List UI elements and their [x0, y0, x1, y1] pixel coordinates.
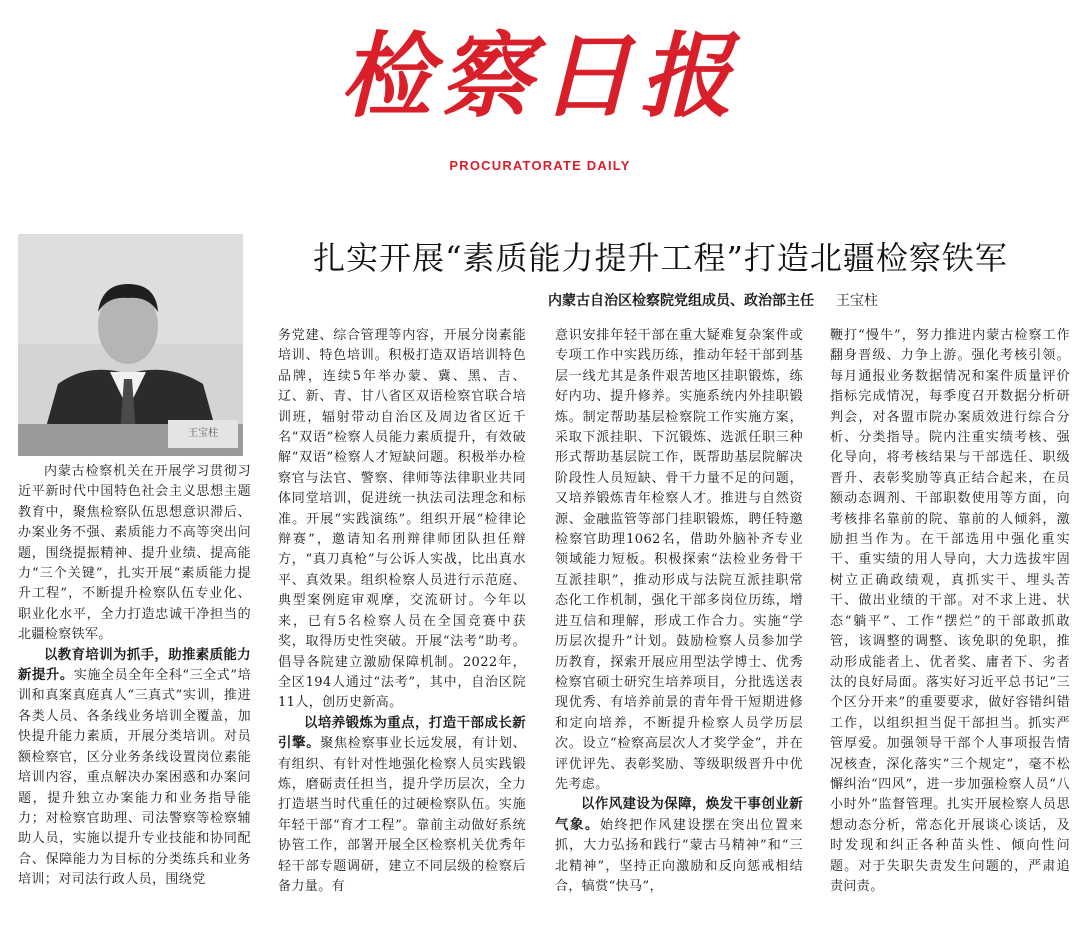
paragraph [555, 795, 803, 897]
section-heading: 以作风建设为保障，焕发干事创业新气象。 [555, 797, 803, 833]
paragraph: 务党建、综合管理等内容，开展分岗素能培训、特色培训。积极打造双语培训特色品牌，连续5年举办蒙、冀、黑、吉、辽、新、青、甘八省区双语检察官联合培训班，辐射带动自治区及周边省区近千名“双语”检察人员能力素质提升，有效破解“双语”检察人才短缺问题。积极举办检察官与法官、警察、律师等法律职业共同体同堂培训，促进统一执法司法理念和标准。开展“实践演练”。组织开展“检律论辩赛”，邀请知名刑辩律师团队担任辩方，“真刀真枪”与公诉人实战，比出真水平、真效果。组织检察人员进行示范庭、典型案例庭审观摩，交流研讨。今年以来，已有5名检察人员在全国竞赛中获奖，取得历史性突破。开展“法考”助考。倡导各院建立激励保障机制。2022年，全区194人通过“法考”，其中，自治区院11人，创历史新高。 [278, 328, 526, 711]
paragraph-text: 聚焦检察事业长远发展，有计划、有组织、有针对性地强化检察人员实践锻炼，磨砺责任担当，提升学历层次，全力打造堪当时代重任的过硬检察队伍。实施年轻干部“育才工程”。靠前主动做好系统协管工作，部署开展全区检察机关优秀年轻干部专题调研，建立不同层级的检察后备力量。有 [278, 736, 526, 894]
column-3 [555, 326, 803, 926]
nameplate: 王宝柱 [168, 420, 238, 448]
byline-name: 王宝柱 [836, 293, 878, 309]
byline-org: 内蒙古自治区检察院党组成员、政治部主任 [548, 293, 814, 309]
paragraph-text: 始终把作风建设摆在突出位置来抓，大力弘扬和践行“蒙古马精神”和“三北精神”，坚持正向激励和反向惩戒相结合，犒赏“快马”， [555, 817, 803, 894]
masthead [0, 22, 1080, 173]
masthead-title: 检察日报 [339, 22, 740, 130]
paragraph: 鞭打“慢牛”，努力推进内蒙古检察工作翻身晋级、力争上游。强化考核引领。每月通报业务数据情况和案件质量评价指标完成情况，每季度召开数据分析研判会，对各盟市院办案质效进行综合分析、分类指导。院内注重实绩考核、强化导向，将考核结果与干部选任、职级晋升、表彰奖励等真正结合起来，在员额动态调剂、干部职数使用等方面，向考核排名靠前的院、靠前的人倾斜，激励担当作为。在干部选用中强化重实干、重实绩的用人导向，大力选拔牢固树立正确政绩观，真抓实干、埋头苦干、做出业绩的干部。对不求上进、状态“躺平”、工作“摆烂”的干部敢抓敢管，该调整的调整、该免职的免职，推动形成能者上、优者奖、庸者下、劣者汰的良好局面。落实好习近平总书记“三个区分开来”的重要要求，做好容错纠错工作，以组织担当促干部担当。抓实严管厚爱。加强领导干部个人事项报告情况核查，深化落实“三个规定”，毫不松懈纠治“四风”，进一步加强检察人员“八小时外”监督管理。扎实开展检察人员思想动态分析，常态化开展谈心谈话，及时发现和纠正各种苗头性、倾向性问题。对于失职失责发生问题的，严肃追责问责。 [830, 328, 1070, 894]
byline [258, 290, 878, 310]
section-heading: 以培养锻炼为重点，打造干部成长新引擎。 [278, 715, 526, 752]
column-4 [830, 326, 1070, 926]
paragraph-text: 实施全员全年全科“三全式”培训和真案真庭真人“三真式”实训，推进各类人员、各条线业务培训全覆盖，加快提升能力素质，开展分类培训。对员额检察官，区分业务条线设置岗位素能培训内容，重点解决办案困惑和办案问题，提升独立办案能力和业务指导能力；对检察官助理、司法警察等检察辅助人员，实施以提升专业技能和协同配合、保障能力为目标的分类练兵和业务培训；对司法行政人员，围绕党 [18, 668, 251, 888]
masthead-subtitle: PROCURATORATE DAILY [449, 158, 631, 173]
paragraph: 内蒙古检察机关在开展学习贯彻习近平新时代中国特色社会主义思想主题教育中，聚焦检察队伍思想意识滞后、办案业务不强、素质能力不高等突出问题，围绕提振精神、提升业绩、提高能力“三个关键”，扎实开展“素质能力提升工程”，不断提升检察队伍专业化、职业化水平，全力打造忠诚干净担当的北疆检察铁军。 [18, 464, 251, 643]
article-headline: 扎实开展“素质能力提升工程”打造北疆检察铁军 [313, 239, 1008, 277]
paragraph [278, 714, 526, 898]
column-1 [18, 462, 251, 927]
paragraph: 意识安排年轻干部在重大疑难复杂案件或专项工作中实践历练，推动年轻干部到基层一线尤其是条件艰苦地区挂职锻炼，练好内功、提升修养。实施系统内外挂职锻炼。制定帮助基层检察院工作实施方案，采取下派挂职、下沉锻炼、选派任职三种形式帮助基层院工作，既帮助基层院解决阶段性人员短缺、骨干力量不足的问题，又培养锻炼青年检察人才。推进与自然资源、金融监管等部门挂职锻炼，聘任特邀检察官助理1062名，借助外脑补齐专业领域能力短板。积极探索“法检业务骨干互派挂职”，推动形成与法院互派挂职常态化工作机制，强化干部多岗位历练，增进互信和理解，形成工作合力。实施“学历层次提升”计划。鼓励检察人员参加学历教育，探索开展应用型法学博士、优秀检察官硕士研究生培养项目，分批选送表现优秀、有培养前景的青年骨干短期进修和定向培养，不断提升检察人员学历层次。设立“检察高层次人才奖学金”，并在评优评先、表彰奖励、等级职级晋升中优先考虑。 [555, 328, 803, 792]
author-photo [18, 234, 243, 456]
section-heading: 以教育培训为抓手，助推素质能力新提升。 [18, 647, 251, 684]
column-2 [278, 326, 526, 926]
paragraph [18, 646, 251, 891]
